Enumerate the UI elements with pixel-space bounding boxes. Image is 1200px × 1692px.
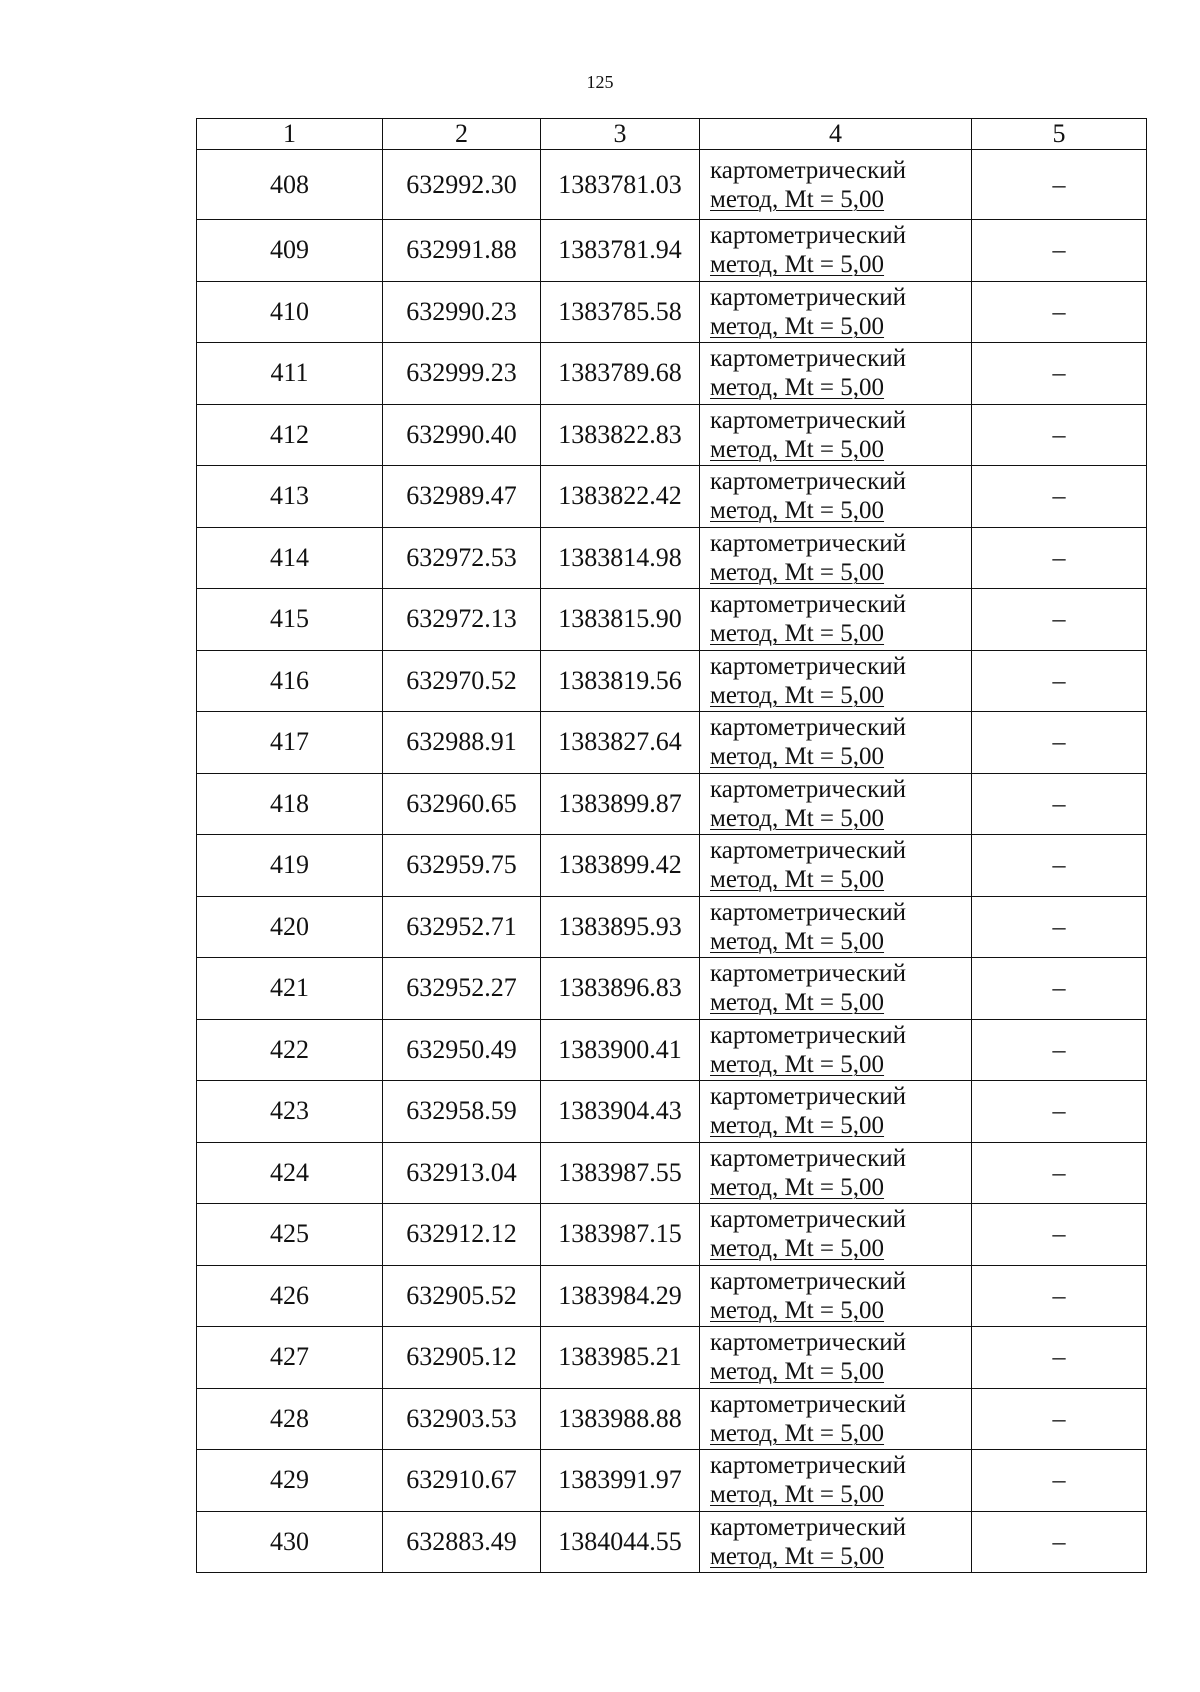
y-coordinate-cell: 1383987.55	[541, 1142, 700, 1204]
y-coordinate-cell: 1383822.42	[541, 466, 700, 528]
method-cell	[700, 958, 972, 1020]
x-coordinate-cell: 632990.40	[383, 404, 541, 466]
note-cell: –	[972, 589, 1147, 651]
column-header: 1	[197, 119, 383, 150]
y-coordinate-cell: 1383987.15	[541, 1204, 700, 1266]
point-number-cell: 412	[197, 404, 383, 466]
method-line2: метод, Mt = 5,00	[710, 1235, 885, 1263]
method-line1: картометрический	[710, 898, 906, 926]
note-cell: –	[972, 835, 1147, 897]
x-coordinate-cell: 632960.65	[383, 773, 541, 835]
table-row	[197, 1511, 1147, 1573]
method-line2: метод, Mt = 5,00	[710, 1358, 885, 1386]
table-row	[197, 896, 1147, 958]
method-line1: картометрический	[710, 591, 906, 619]
method-cell	[700, 896, 972, 958]
y-coordinate-cell: 1383781.94	[541, 220, 700, 282]
x-coordinate-cell: 632989.47	[383, 466, 541, 528]
method-line1: картометрический	[710, 960, 906, 988]
note-cell: –	[972, 1388, 1147, 1450]
method-line1: картометрический	[710, 406, 906, 434]
method-line2: метод, Mt = 5,00	[710, 1050, 885, 1078]
x-coordinate-cell: 632972.13	[383, 589, 541, 651]
y-coordinate-cell: 1383822.83	[541, 404, 700, 466]
note-cell: –	[972, 650, 1147, 712]
table-row	[197, 1204, 1147, 1266]
point-number-cell: 422	[197, 1019, 383, 1081]
x-coordinate-cell: 632913.04	[383, 1142, 541, 1204]
table-row	[197, 712, 1147, 774]
method-line1: картометрический	[710, 1083, 906, 1111]
point-number-cell: 430	[197, 1511, 383, 1573]
note-cell: –	[972, 1081, 1147, 1143]
table-row	[197, 150, 1147, 220]
method-line2: метод, Mt = 5,00	[710, 927, 885, 955]
method-line1: картометрический	[710, 1144, 906, 1172]
x-coordinate-cell: 632992.30	[383, 150, 541, 220]
column-header: 5	[972, 119, 1147, 150]
note-cell: –	[972, 150, 1147, 220]
table-row	[197, 220, 1147, 282]
note-cell: –	[972, 1204, 1147, 1266]
point-number-cell: 419	[197, 835, 383, 897]
method-line2: метод, Mt = 5,00	[710, 185, 885, 213]
table-row	[197, 1265, 1147, 1327]
method-line1: картометрический	[710, 775, 906, 803]
column-header: 3	[541, 119, 700, 150]
y-coordinate-cell: 1383988.88	[541, 1388, 700, 1450]
method-line2: метод, Mt = 5,00	[710, 1296, 885, 1324]
x-coordinate-cell: 632970.52	[383, 650, 541, 712]
method-line2: метод, Mt = 5,00	[710, 497, 885, 525]
y-coordinate-cell: 1383814.98	[541, 527, 700, 589]
column-header: 2	[383, 119, 541, 150]
y-coordinate-cell: 1383904.43	[541, 1081, 700, 1143]
method-line2: метод, Mt = 5,00	[710, 1542, 885, 1570]
table-row	[197, 589, 1147, 651]
note-cell: –	[972, 404, 1147, 466]
method-cell	[700, 150, 972, 220]
table-row	[197, 281, 1147, 343]
table-body	[197, 150, 1147, 1573]
point-number-cell: 420	[197, 896, 383, 958]
x-coordinate-cell: 632952.71	[383, 896, 541, 958]
table-row	[197, 343, 1147, 405]
note-cell: –	[972, 1265, 1147, 1327]
table-row	[197, 404, 1147, 466]
method-cell	[700, 650, 972, 712]
y-coordinate-cell: 1383900.41	[541, 1019, 700, 1081]
x-coordinate-cell: 632905.52	[383, 1265, 541, 1327]
column-header: 4	[700, 119, 972, 150]
table-row	[197, 1450, 1147, 1512]
method-cell	[700, 1265, 972, 1327]
x-coordinate-cell: 632903.53	[383, 1388, 541, 1450]
point-number-cell: 417	[197, 712, 383, 774]
point-number-cell: 410	[197, 281, 383, 343]
note-cell: –	[972, 1327, 1147, 1389]
table-row	[197, 466, 1147, 528]
method-line1: картометрический	[710, 1452, 906, 1480]
method-line1: картометрический	[710, 156, 906, 184]
y-coordinate-cell: 1383896.83	[541, 958, 700, 1020]
x-coordinate-cell: 632959.75	[383, 835, 541, 897]
y-coordinate-cell: 1383984.29	[541, 1265, 700, 1327]
note-cell: –	[972, 1450, 1147, 1512]
method-line2: метод, Mt = 5,00	[710, 989, 885, 1017]
note-cell: –	[972, 1019, 1147, 1081]
method-line1: картометрический	[710, 1390, 906, 1418]
point-number-cell: 426	[197, 1265, 383, 1327]
note-cell: –	[972, 220, 1147, 282]
y-coordinate-cell: 1383985.21	[541, 1327, 700, 1389]
table-row	[197, 1327, 1147, 1389]
method-cell	[700, 1019, 972, 1081]
method-line1: картометрический	[710, 1329, 906, 1357]
point-number-cell: 429	[197, 1450, 383, 1512]
method-line2: метод, Mt = 5,00	[710, 312, 885, 340]
table-header	[197, 119, 1147, 150]
method-cell	[700, 343, 972, 405]
note-cell: –	[972, 466, 1147, 528]
method-line2: метод, Mt = 5,00	[710, 681, 885, 709]
x-coordinate-cell: 632972.53	[383, 527, 541, 589]
method-line1: картометрический	[710, 529, 906, 557]
y-coordinate-cell: 1383789.68	[541, 343, 700, 405]
method-line1: картометрический	[710, 1021, 906, 1049]
y-coordinate-cell: 1383781.03	[541, 150, 700, 220]
y-coordinate-cell: 1383827.64	[541, 712, 700, 774]
method-line1: картометрический	[710, 345, 906, 373]
method-cell	[700, 835, 972, 897]
x-coordinate-cell: 632883.49	[383, 1511, 541, 1573]
method-line1: картометрический	[710, 652, 906, 680]
method-line2: метод, Mt = 5,00	[710, 743, 885, 771]
x-coordinate-cell: 632999.23	[383, 343, 541, 405]
point-number-cell: 414	[197, 527, 383, 589]
x-coordinate-cell: 632905.12	[383, 1327, 541, 1389]
method-line2: метод, Mt = 5,00	[710, 251, 885, 279]
method-cell	[700, 404, 972, 466]
method-line1: картометрический	[710, 837, 906, 865]
method-cell	[700, 1388, 972, 1450]
note-cell: –	[972, 896, 1147, 958]
x-coordinate-cell: 632910.67	[383, 1450, 541, 1512]
note-cell: –	[972, 527, 1147, 589]
method-line1: картометрический	[710, 1267, 906, 1295]
method-line1: картометрический	[710, 1206, 906, 1234]
note-cell: –	[972, 712, 1147, 774]
method-line1: картометрический	[710, 468, 906, 496]
y-coordinate-cell: 1383815.90	[541, 589, 700, 651]
x-coordinate-cell: 632952.27	[383, 958, 541, 1020]
method-line2: метод, Mt = 5,00	[710, 1419, 885, 1447]
note-cell: –	[972, 1142, 1147, 1204]
method-cell	[700, 1081, 972, 1143]
method-line2: метод, Mt = 5,00	[710, 374, 885, 402]
x-coordinate-cell: 632950.49	[383, 1019, 541, 1081]
method-line2: метод, Mt = 5,00	[710, 558, 885, 586]
table-row	[197, 650, 1147, 712]
point-number-cell: 424	[197, 1142, 383, 1204]
method-line1: картометрический	[710, 1513, 906, 1541]
point-number-cell: 416	[197, 650, 383, 712]
method-line1: картометрический	[710, 714, 906, 742]
method-cell	[700, 1450, 972, 1512]
point-number-cell: 418	[197, 773, 383, 835]
page-number: 125	[586, 72, 614, 92]
note-cell: –	[972, 1511, 1147, 1573]
y-coordinate-cell: 1383991.97	[541, 1450, 700, 1512]
method-cell	[700, 220, 972, 282]
method-line2: метод, Mt = 5,00	[710, 620, 885, 648]
note-cell: –	[972, 343, 1147, 405]
point-number-cell: 409	[197, 220, 383, 282]
method-cell	[700, 281, 972, 343]
y-coordinate-cell: 1383895.93	[541, 896, 700, 958]
x-coordinate-cell: 632958.59	[383, 1081, 541, 1143]
method-line2: метод, Mt = 5,00	[710, 1173, 885, 1201]
table-row	[197, 527, 1147, 589]
point-number-cell: 415	[197, 589, 383, 651]
method-cell	[700, 712, 972, 774]
method-cell	[700, 466, 972, 528]
y-coordinate-cell: 1384044.55	[541, 1511, 700, 1573]
method-cell	[700, 1327, 972, 1389]
method-line2: метод, Mt = 5,00	[710, 435, 885, 463]
y-coordinate-cell: 1383819.56	[541, 650, 700, 712]
coordinates-table	[196, 118, 1147, 1573]
table-row	[197, 1142, 1147, 1204]
point-number-cell: 408	[197, 150, 383, 220]
method-line2: метод, Mt = 5,00	[710, 1481, 885, 1509]
x-coordinate-cell: 632990.23	[383, 281, 541, 343]
y-coordinate-cell: 1383785.58	[541, 281, 700, 343]
method-line2: метод, Mt = 5,00	[710, 804, 885, 832]
point-number-cell: 421	[197, 958, 383, 1020]
point-number-cell: 411	[197, 343, 383, 405]
method-line1: картометрический	[710, 222, 906, 250]
method-cell	[700, 527, 972, 589]
table-row	[197, 958, 1147, 1020]
method-cell	[700, 1511, 972, 1573]
x-coordinate-cell: 632991.88	[383, 220, 541, 282]
y-coordinate-cell: 1383899.42	[541, 835, 700, 897]
method-cell	[700, 1204, 972, 1266]
point-number-cell: 425	[197, 1204, 383, 1266]
note-cell: –	[972, 281, 1147, 343]
x-coordinate-cell: 632988.91	[383, 712, 541, 774]
note-cell: –	[972, 958, 1147, 1020]
header-row	[197, 119, 1147, 150]
y-coordinate-cell: 1383899.87	[541, 773, 700, 835]
method-line2: метод, Mt = 5,00	[710, 866, 885, 894]
table-row	[197, 1081, 1147, 1143]
point-number-cell: 428	[197, 1388, 383, 1450]
point-number-cell: 413	[197, 466, 383, 528]
x-coordinate-cell: 632912.12	[383, 1204, 541, 1266]
method-cell	[700, 773, 972, 835]
method-line2: метод, Mt = 5,00	[710, 1112, 885, 1140]
point-number-cell: 423	[197, 1081, 383, 1143]
point-number-cell: 427	[197, 1327, 383, 1389]
table-row	[197, 1019, 1147, 1081]
method-line1: картометрический	[710, 283, 906, 311]
note-cell: –	[972, 773, 1147, 835]
method-cell	[700, 1142, 972, 1204]
table-row	[197, 1388, 1147, 1450]
method-cell	[700, 589, 972, 651]
table-row	[197, 835, 1147, 897]
table-row	[197, 773, 1147, 835]
